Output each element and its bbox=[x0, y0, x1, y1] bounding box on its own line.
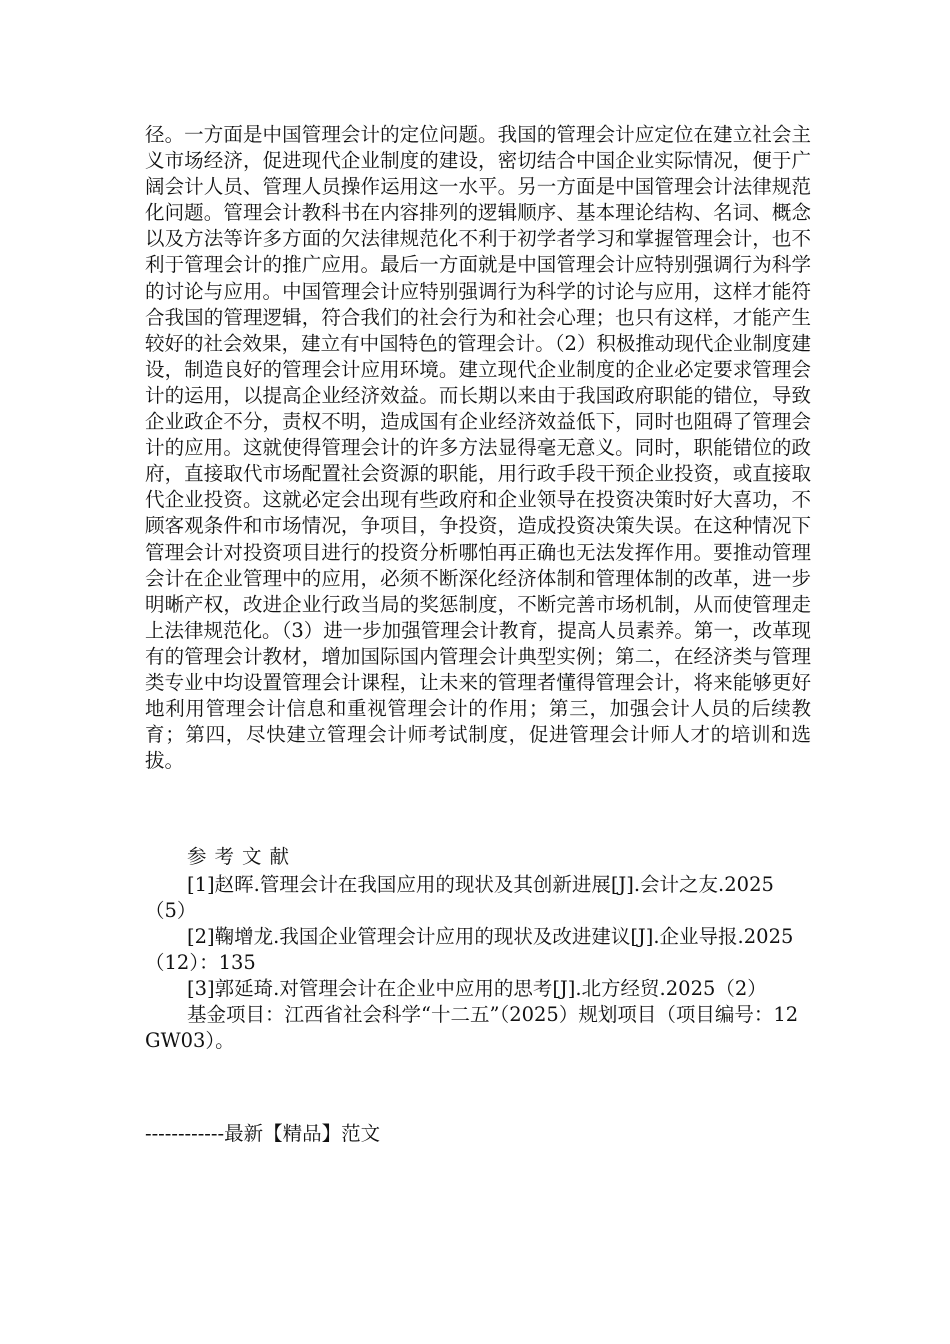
reference-item-1: [1]赵晖.管理会计在我国应用的现状及其创新进展[J].会计之友.2025（5） bbox=[145, 873, 774, 922]
footer-watermark-text: ------------最新【精品】范文 bbox=[145, 1122, 381, 1145]
references-heading: 参考文献 bbox=[187, 845, 298, 868]
fund-note: 基金项目：江西省社会科学“十二五”（2025）规划项目（项目编号：12GW03）。 bbox=[145, 1003, 799, 1052]
body-paragraph: 径。一方面是中国管理会计的定位问题。我国的管理会计应定位在建立社会主义市场经济，促进现代企业制度的建设，密切结合中国企业实际情况，便于广阔会计人员、管理人员操作运用这一水平。另一方面是中国管理会计法律规范化问题。管理会计教科书在内容排列的逻辑顺序、基本理论结构、名词、概念以及方法等许多方面的欠法律规范化不利于初学者学习和掌握管理会计，也不利于管理会计的推广应用。最后一方面就是中国管理会计应特别强调行为科学的讨论与应用。中国管理会计应特别强调行为科学的讨论与应用，这样才能符合我国的管理逻辑，符合我们的社会行为和社会心理；也只有这样，才能产生较好的社会效果，建立有中国特色的管理会计。（2）积极推动现代企业制度建设，制造良好的管理会计应用环境。建立现代企业制度的企业必定要求管理会计的运用，以提高企业经济效益。而长期以来由于我国政府职能的错位，导致企业政企不分，责权不明，造成国有企业经济效益低下，同时也阻碍了管理会计的应用。这就使得管理会计的许多方法显得毫无意义。同时，职能错位的政府，直接取代市场配置社会资源的职能，用行政手段干预企业投资，或直接取代企业投资。这就必定会出现有些政府和企业领导在投资决策时好大喜功，不顾客观条件和市场情况，争项目，争投资，造成投资决策失误。在这种情况下管理会计对投资项目进行的投资分析哪怕再正确也无法发挥作用。要推动管理会计在企业管理中的应用，必须不断深化经济体制和管理体制的改革，进一步明晰产权，改进企业行政当局的奖惩制度，不断完善市场机制，从而使管理走上法律规范化。（3）进一步加强管理会计教育，提高人员素养。第一，改革现有的管理会计教材，增加国际国内管理会计典型实例；第二，在经济类与管理类专业中均设置管理会计课程，让未来的管理者懂得管理会计，将来能够更好地利用管理会计信息和重视管理会计的作用；第三，加强会计人员的后续教育；第四，尽快建立管理会计师考试制度，促进管理会计师人才的培训和选拔。 bbox=[145, 123, 811, 773]
references-section bbox=[145, 844, 811, 1054]
reference-item-2: [2]鞠增龙.我国企业管理会计应用的现状及改进建议[J].企业导报.2025（12）：135 bbox=[145, 925, 794, 974]
reference-item-3: [3]郭延琦.对管理会计在企业中应用的思考[J].北方经贸.2025（2） bbox=[187, 977, 767, 1000]
